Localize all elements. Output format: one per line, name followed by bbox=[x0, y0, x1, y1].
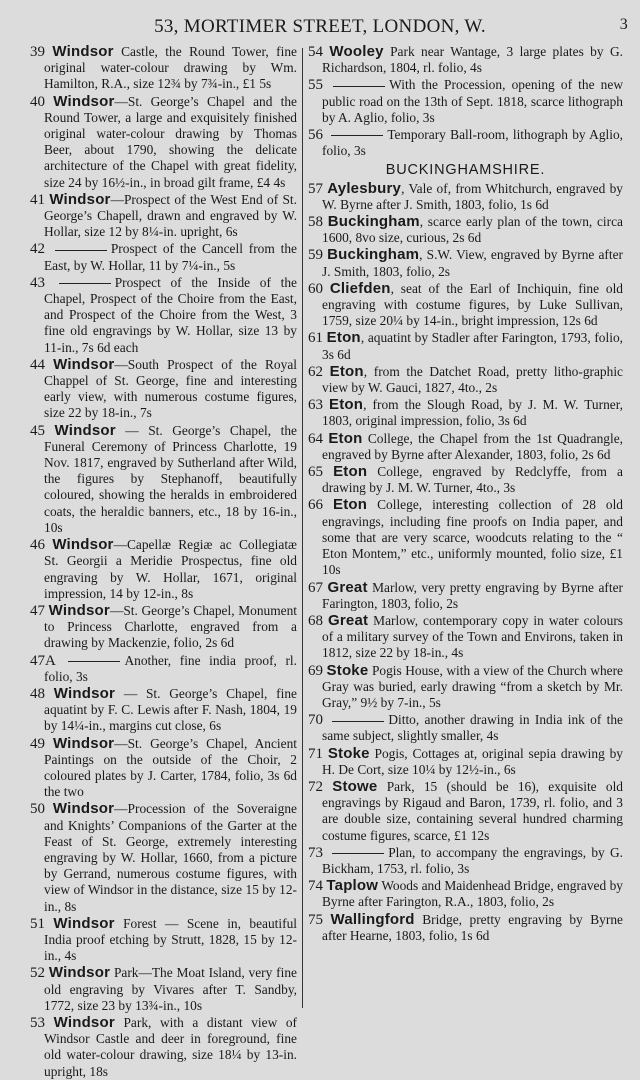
lot-number: 56 bbox=[308, 127, 323, 144]
lot-number: 69 bbox=[308, 662, 323, 679]
header-title: 53, MORTIMER STREET, LONDON, W. bbox=[154, 16, 486, 37]
lot-number: 43 bbox=[30, 274, 45, 291]
lot-place-name: Eton bbox=[333, 463, 368, 481]
catalogue-entry bbox=[30, 94, 297, 191]
lot-description: Woods and Maidenhead Bridge, engraved by Byrne after Farington, R.A., 1803, folio, 2s bbox=[322, 878, 623, 910]
lot-number: 70 bbox=[308, 712, 323, 729]
catalogue-entry bbox=[308, 247, 623, 279]
lot-place-name: Buckingham bbox=[327, 246, 420, 264]
lot-description: — St. George’s Chapel, fine aquatint by F. C. Lewis after F. Nash, 1804, 19 by 14¼-in., margins cut close, 6s bbox=[44, 685, 297, 734]
catalogue-entry bbox=[308, 281, 623, 330]
lot-description: Park, with a distant view of Windsor Castle and deer in foreground, fine old water-colour drawing, size 18¼ by 13-in. upright, 18s bbox=[44, 1014, 297, 1079]
lot-place-name: Eton bbox=[328, 429, 363, 447]
catalogue-entry bbox=[30, 686, 297, 735]
lot-description: Prospect of the Inside of the Chapel, Prospect of the Choire from the East, and Prospect of the Choire from the West, 3 fine old engravings by W. Hollar, size 13 by 11-in., 7s 6d each bbox=[44, 274, 297, 355]
lot-number: 75 bbox=[308, 911, 323, 928]
catalogue-entry bbox=[308, 44, 623, 76]
catalogue-entry bbox=[30, 192, 297, 241]
catalogue-entry bbox=[30, 1015, 297, 1080]
lot-description: , from the Datchet Road, pretty litho-graphic view by W. Gauci, 1827, 4to., 2s bbox=[322, 363, 623, 396]
lot-number: 73 bbox=[308, 844, 323, 861]
lot-description: Bridge, pretty engraving by Byrne after Hearne, 1803, folio, 1s 6d bbox=[322, 911, 623, 943]
ditto-dash bbox=[55, 250, 107, 251]
lot-number: 47 bbox=[30, 602, 45, 619]
lot-place-name: Eton bbox=[329, 396, 364, 414]
lot-place-name: Stoke bbox=[327, 744, 370, 762]
lot-number: 71 bbox=[308, 745, 323, 762]
lot-number: 51 bbox=[30, 915, 45, 932]
lot-number: 44 bbox=[30, 356, 45, 373]
lot-description: Pogis House, with a view of the Church where Gray was buried, early drawing “from a sketch by Mr. Gray,” 9½ by 7-in., 5s bbox=[322, 662, 623, 710]
catalogue-entry bbox=[308, 497, 623, 578]
ditto-dash bbox=[332, 853, 384, 854]
catalogue-entry bbox=[308, 613, 623, 662]
catalogue-entry bbox=[308, 181, 623, 213]
catalogue-entry bbox=[308, 845, 623, 877]
lot-number: 72 bbox=[308, 778, 323, 795]
lot-description: Forest — Scene in, beautiful India proof etching by Strutt, 1828, 15 by 12-in., 4s bbox=[44, 915, 297, 964]
lot-description: College, engraved by Redclyffe, from a drawing by J. M. W. Turner, 4to., 3s bbox=[322, 464, 623, 496]
lot-place-name: Windsor bbox=[53, 1013, 115, 1031]
lot-description: College, the Chapel from the 1st Quadrangle, engraved by Byrne after Alexander, 1803, folio, 2s 6d bbox=[322, 430, 623, 462]
catalogue-entry bbox=[308, 464, 623, 496]
lot-number: 40 bbox=[30, 93, 45, 110]
lot-place-name: Stowe bbox=[332, 777, 378, 795]
lot-description: College, interesting collection of 28 old engravings, including fine proofs on India paper, and some that are very scarce, woodcuts relating to the “ Eton Montem,” etc., uniformly mounted, folio size, £1 10s bbox=[322, 497, 623, 578]
page-number: 3 bbox=[619, 16, 628, 33]
lot-description: , from the Slough Road, by J. M. W. Turner, 1803, original impression, folio, 3s 6d bbox=[322, 397, 623, 429]
catalogue-entry bbox=[308, 878, 623, 910]
lot-place-name: Windsor bbox=[52, 43, 114, 60]
lot-place-name: Windsor bbox=[53, 914, 115, 932]
catalogue-entry bbox=[308, 214, 623, 246]
catalogue-entry bbox=[308, 364, 623, 396]
lot-place-name: Aylesbury bbox=[327, 179, 402, 197]
catalogue-entry bbox=[30, 916, 297, 965]
lot-place-name: Windsor bbox=[54, 421, 116, 439]
lot-place-name: Buckingham bbox=[327, 213, 420, 231]
lot-place-name: Windsor bbox=[52, 536, 114, 554]
lot-description: , aquatint by Stadler after Farington, 1793, folio, 3s 6d bbox=[322, 330, 623, 362]
lot-description: Marlow, contemporary copy in water colours of a military survey of the Town and Environs, taken in 1812, size 22 by 18-in., 4s bbox=[322, 612, 623, 661]
lot-description: Plan, to accompany the engravings, by G. Bickham, 1753, rl. folio, 3s bbox=[322, 844, 623, 876]
lot-number: 49 bbox=[30, 735, 45, 752]
catalogue-entry bbox=[30, 44, 297, 93]
lot-place-name: Windsor bbox=[53, 92, 115, 110]
catalogue-entry bbox=[308, 77, 623, 126]
lot-number: 61 bbox=[308, 330, 323, 347]
lot-place-name: Wallingford bbox=[330, 910, 415, 928]
lot-place-name: Windsor bbox=[53, 684, 116, 702]
catalogue-entry bbox=[308, 663, 623, 712]
catalogue-entry bbox=[30, 653, 297, 685]
catalogue-entry bbox=[308, 397, 623, 429]
lot-place-name: Great bbox=[327, 578, 368, 596]
ditto-dash bbox=[332, 721, 384, 722]
lot-description: Park near Wantage, 3 large plates by G. Richardson, 1804, rl. folio, 4s bbox=[322, 44, 623, 76]
catalogue-entry bbox=[308, 912, 623, 944]
lot-description: Castle, the Round Tower, fine original water-colour drawing by Wm. Hamilton, R.A., size 12¾ by 7¾-in., £1 5s bbox=[44, 44, 297, 92]
right-column bbox=[303, 44, 639, 1034]
lot-description: —Prospect of the West End of St. George’s Chapell, drawn and engraved by W. Hollar, size 12 by 8¼-in. upright, 6s bbox=[44, 191, 297, 240]
catalogue-entry bbox=[30, 357, 297, 422]
lot-number: 46 bbox=[30, 537, 45, 554]
lot-number: 50 bbox=[30, 801, 45, 818]
lot-number: 59 bbox=[308, 247, 323, 264]
catalogue-entry bbox=[30, 537, 297, 602]
lot-description: Temporary Ball-room, lithograph by Aglio, folio, 3s bbox=[322, 127, 623, 159]
ditto-dash bbox=[333, 86, 385, 87]
ditto-dash bbox=[59, 283, 111, 284]
lot-number: 63 bbox=[308, 397, 323, 414]
lot-description: Pogis, Cottages at, original sepia drawing by H. De Cort, size 10¼ by 12½-in., 6s bbox=[322, 745, 623, 777]
lot-description: , Vale of, from Whitchurch, engraved by W. Byrne after J. Smith, 1803, folio, 1s 6d bbox=[322, 180, 623, 212]
right-entries-wiltshire bbox=[308, 44, 623, 159]
lot-place-name: Windsor bbox=[48, 964, 111, 982]
lot-description: Prospect of the Cancell from the East, by W. Hollar, 11 by 7¼-in., 5s bbox=[44, 241, 297, 273]
lot-description: —St. George’s Chapel, Ancient Paintings on the outside of the Choir, 2 coloured plates by J. Carter, 1784, folio, 3s 6d the two bbox=[44, 735, 297, 800]
catalogue-entry bbox=[30, 423, 297, 536]
catalogue-entry bbox=[30, 965, 297, 1014]
lot-number: 65 bbox=[308, 464, 323, 481]
catalogue-entry bbox=[308, 779, 623, 844]
catalogue-entry bbox=[308, 580, 623, 612]
lot-place-name: Taplow bbox=[326, 877, 379, 895]
ditto-dash bbox=[331, 135, 383, 136]
lot-number: 60 bbox=[308, 280, 323, 297]
catalogue-entry bbox=[308, 746, 623, 778]
catalogue-entry bbox=[308, 431, 623, 463]
lot-number: 41 bbox=[30, 191, 45, 208]
lot-place-name: Windsor bbox=[53, 355, 115, 373]
lot-number: 64 bbox=[308, 430, 323, 447]
right-entries-bucks bbox=[308, 181, 623, 944]
lot-number: 39 bbox=[30, 44, 45, 60]
page-header bbox=[0, 12, 640, 42]
lot-number: 42 bbox=[30, 241, 45, 258]
left-column bbox=[0, 43, 302, 1079]
lot-description: , seat of the Earl of Inchiquin, fine old engraving with costume figures, by Luke Sullivan, 1759, size 20¼ by 14-in., bright impression, 12s 6d bbox=[322, 280, 624, 329]
lot-description: — St. George’s Chapel, the Funeral Ceremony of Princess Charlotte, 19 Nov. 1817, engraved by Sutherland after Wild, the figures by Stephanoff, beautifully coloured, showing the heralds in embroidered coats, the heraldic banners, etc., 18 by 16-in., 10s bbox=[44, 422, 297, 535]
lot-number: 57 bbox=[308, 180, 323, 197]
lot-number: 48 bbox=[30, 685, 45, 702]
lot-place-name: Windsor bbox=[48, 601, 110, 619]
lot-number: 52 bbox=[30, 965, 45, 982]
lot-description: —St. George’s Chapel, Monument to Princess Charlotte, engraved from a drawing by Mackenzie, folio, 2s 6d bbox=[44, 602, 297, 651]
lot-number: 66 bbox=[308, 497, 323, 514]
lot-place-name: Stoke bbox=[326, 661, 369, 679]
lot-description: , S.W. View, engraved by Byrne after J. Smith, 1803, folio, 2s bbox=[322, 247, 623, 279]
lot-number: 68 bbox=[308, 612, 323, 629]
catalogue-entry bbox=[30, 275, 297, 356]
lot-place-name: Eton bbox=[326, 329, 361, 347]
lot-number: 74 bbox=[308, 878, 323, 895]
catalogue-entry bbox=[30, 603, 297, 652]
lot-description: Marlow, very pretty engraving by Byrne after Farington, 1803, folio, 2s bbox=[322, 579, 623, 611]
lot-place-name: Windsor bbox=[49, 190, 111, 208]
lot-description: , scarce early plan of the town, circa 1600, 8vo size, curious, 2s 6d bbox=[322, 214, 623, 246]
lot-description: Park—The Moat Island, very fine old engraving by Vivares after T. Sandby, 1772, size 23 by 13¾-in., 10s bbox=[44, 965, 297, 1013]
lot-number: 58 bbox=[308, 214, 323, 231]
lot-number: 45 bbox=[30, 422, 45, 439]
lot-number: 53 bbox=[30, 1014, 45, 1031]
lot-number: 47A bbox=[30, 652, 56, 669]
ditto-dash bbox=[68, 661, 120, 662]
lot-place-name: Eton bbox=[329, 362, 364, 380]
lot-description: —Capellæ Regiæ ac Collegiatæ St. Georgii a Meridie Prospectus, fine old engraving by W. Hollar, 1671, original impression, 14 by 12-in., 8s bbox=[44, 537, 297, 601]
lot-number: 55 bbox=[308, 77, 323, 94]
lot-description: —South Prospect of the Royal Chappel of St. George, fine and interesting early view, with numerous costume figures, size 22 by 18-in., 7s bbox=[44, 356, 297, 421]
catalogue-entry bbox=[308, 330, 623, 362]
lot-place-name: Windsor bbox=[52, 734, 115, 752]
lot-description: Park, 15 (should be 16), exquisite old engravings by Rigaud and Baron, 1739, rl. folio, and 3 are double size, containing several hundred charming costume figures, scarce, £1 12s bbox=[322, 778, 623, 843]
lot-description: —Procession of the Soveraigne and Knights’ Companions of the Garter at the Feast of St. George, extremely interesting engraving by W. Hollar, 1660, from a picture by Gerrand, numerous costume figures, with view of Windsor in the distance, size 15 by 12-in., 8s bbox=[44, 801, 297, 914]
lot-number: 67 bbox=[308, 579, 323, 596]
lot-number: 54 bbox=[308, 44, 323, 60]
lot-place-name: Cliefden bbox=[329, 279, 391, 297]
lot-place-name: Windsor bbox=[52, 800, 115, 818]
catalogue-entry bbox=[308, 127, 623, 159]
catalogue-entry bbox=[30, 241, 297, 273]
lot-place-name: Eton bbox=[332, 496, 368, 514]
lot-description: Another, fine india proof, rl. folio, 3s bbox=[44, 652, 297, 684]
two-column-body bbox=[0, 43, 640, 1079]
lot-place-name: Great bbox=[328, 611, 369, 629]
catalogue-entry bbox=[30, 736, 297, 801]
lot-description: With the Procession, opening of the new public road on the 13th of Sept. 1818, scarce lithograph by A. Aglio, folio, 3s bbox=[322, 77, 623, 125]
lot-place-name: Wooley bbox=[329, 43, 384, 60]
lot-description: Ditto, another drawing in India ink of the same subject, slightly smaller, 4s bbox=[322, 712, 623, 744]
lot-description: —St. George’s Chapel and the Round Tower, a large and exquisitely finished original water-colour drawing by Thomas Beer, about 1790, showing the delicate architecture of the Chapel with great fidelity, size 24 by 16½-in., in broad gilt frame, £4 4s bbox=[44, 93, 298, 190]
catalogue-entry bbox=[308, 712, 623, 744]
lot-number: 62 bbox=[308, 363, 323, 380]
catalogue-entry bbox=[30, 801, 297, 914]
section-heading: BUCKINGHAMSHIRE. bbox=[385, 162, 546, 179]
